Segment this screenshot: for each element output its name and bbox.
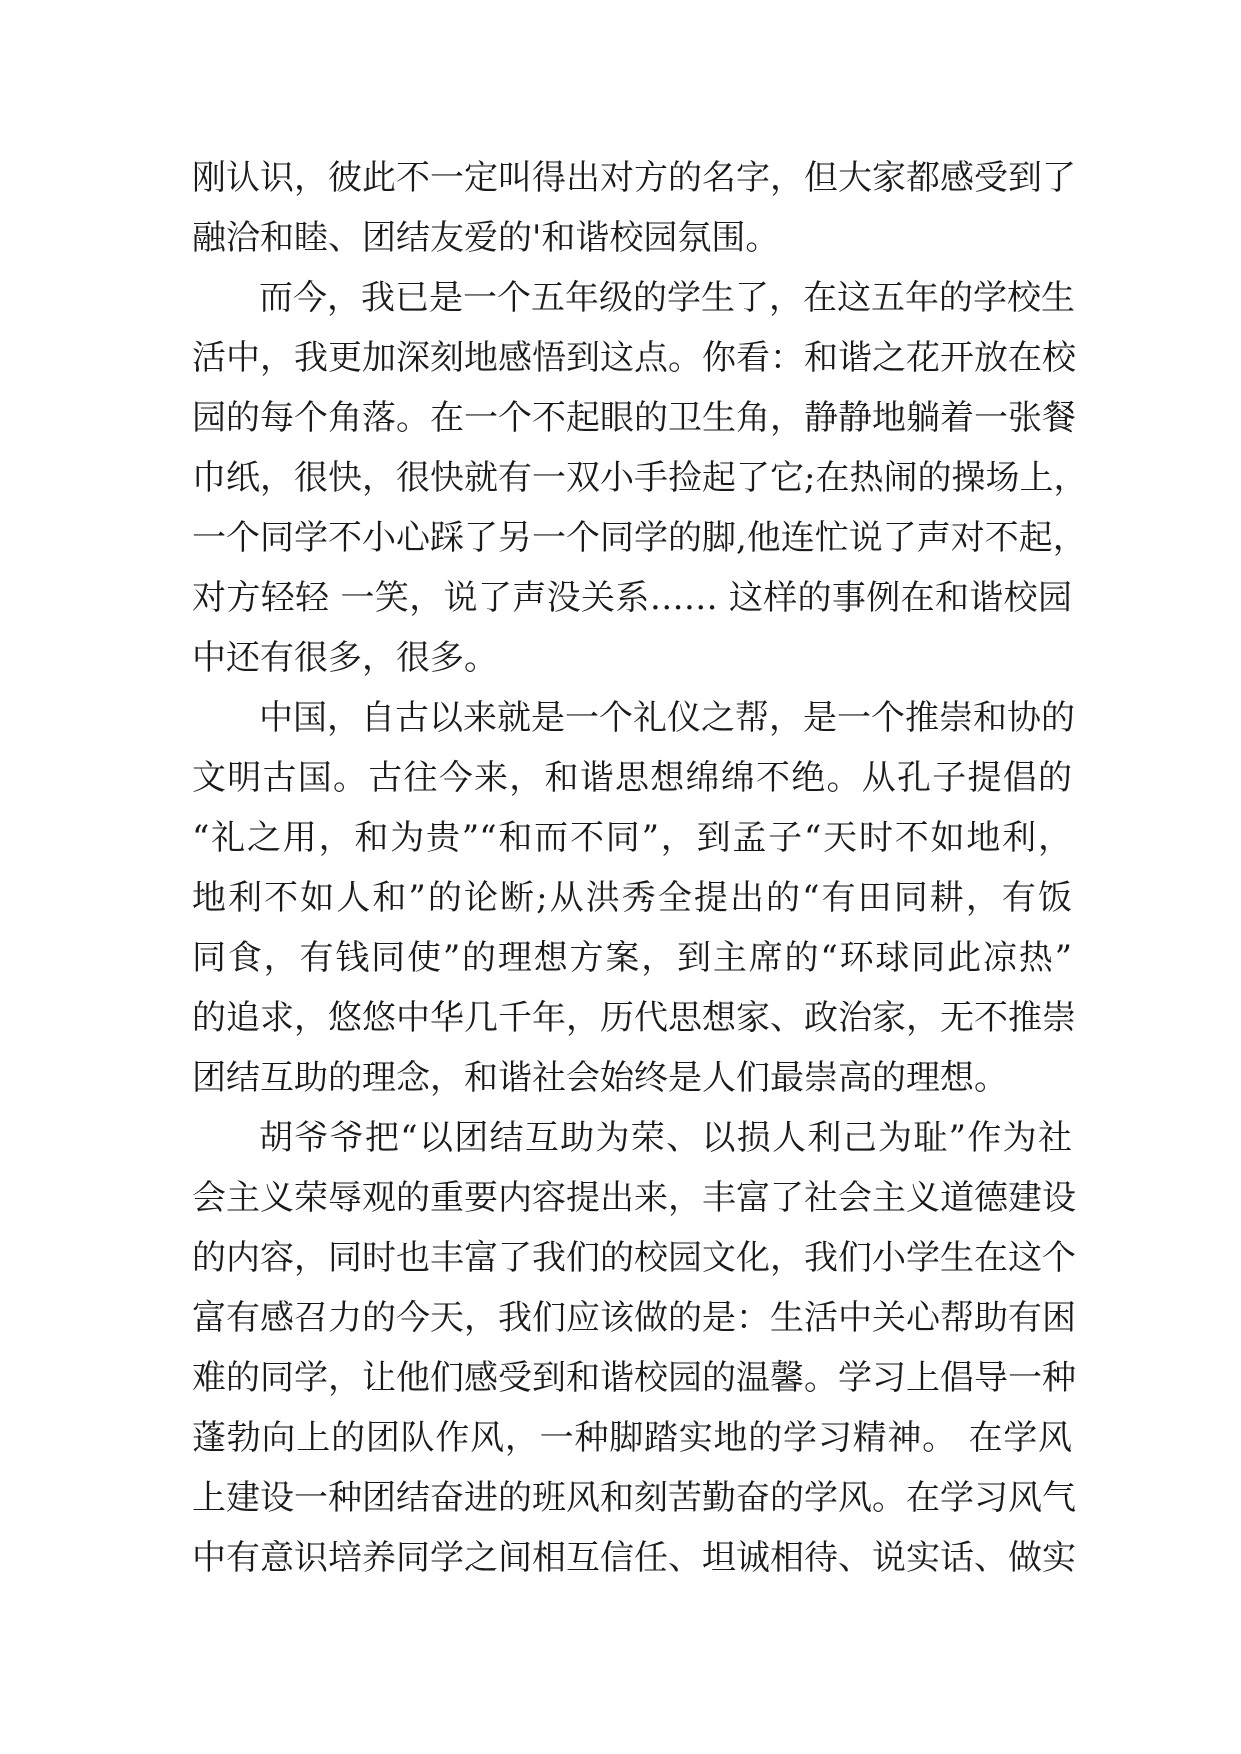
- text-line: 上建设一种团结奋进的班风和刻苦勤奋的学风。在学习风气: [192, 1478, 1076, 1518]
- text-line: 团结互助的理念，和谐社会始终是人们最崇高的理想。: [192, 1058, 1008, 1098]
- text-line: 地利不如人和”的论断;从洪秀全提出的“有田同耕，有饭: [192, 878, 1072, 918]
- text-line: 园的每个角落。在一个不起眼的卫生角，静静地躺着一张餐: [192, 398, 1076, 438]
- paragraph-first-line: 中国，自古以来就是一个礼仪之帮，是一个推崇和协的: [259, 698, 1075, 738]
- text-line: 的内容，同时也丰富了我们的校园文化，我们小学生在这个: [192, 1238, 1076, 1278]
- body-text: [192, 148, 1088, 1588]
- text-line: 会主义荣辱观的重要内容提出来，丰富了社会主义道德建设: [192, 1178, 1076, 1218]
- text-line: 富有感召力的今天，我们应该做的是：生活中关心帮助有困: [192, 1298, 1076, 1338]
- text-line: 的追求，悠悠中华几千年，历代思想家、政治家，无不推崇: [192, 998, 1076, 1038]
- paragraph-first-line: 胡爷爷把“以团结互助为荣、以损人利己为耻”作为社: [259, 1118, 1072, 1158]
- text-line: 融洽和睦、团结友爱的'和谐校园氛围。: [192, 218, 780, 258]
- text-line: 中还有很多，很多。: [192, 638, 498, 678]
- text-line: 中有意识培养同学之间相互信任、坦诚相待、说实话、做实: [192, 1538, 1076, 1578]
- text-line: 巾纸，很快，很快就有一双小手捡起了它;在热闹的操场上，: [192, 458, 1088, 498]
- text-line: 难的同学，让他们感受到和谐校园的温馨。学习上倡导一种: [192, 1358, 1076, 1398]
- text-line: 蓬勃向上的团队作风，一种脚踏实地的学习精神。 在学风: [192, 1418, 1072, 1458]
- text-line: “礼之用，和为贵”“和而不同”，到孟子“天时不如地利，: [192, 818, 1072, 858]
- text-line: 对方轻轻 一笑，说了声没关系…… 这样的事例在和谐校园: [192, 578, 1072, 618]
- text-line: 一个同学不小心踩了另一个同学的脚,他连忙说了声对不起，: [192, 518, 1087, 558]
- text-line: 活中，我更加深刻地感悟到这点。你看：和谐之花开放在校: [192, 338, 1076, 378]
- text-line: 刚认识，彼此不一定叫得出对方的名字，但大家都感受到了: [192, 158, 1076, 198]
- text-line: 同食，有钱同使”的理想方案，到主席的“环球同此凉热”: [192, 938, 1072, 978]
- paragraph-first-line: 而今，我已是一个五年级的学生了，在这五年的学校生: [259, 278, 1075, 318]
- text-line: 文明古国。古往今来，和谐思想绵绵不绝。从孔子提倡的: [192, 758, 1072, 798]
